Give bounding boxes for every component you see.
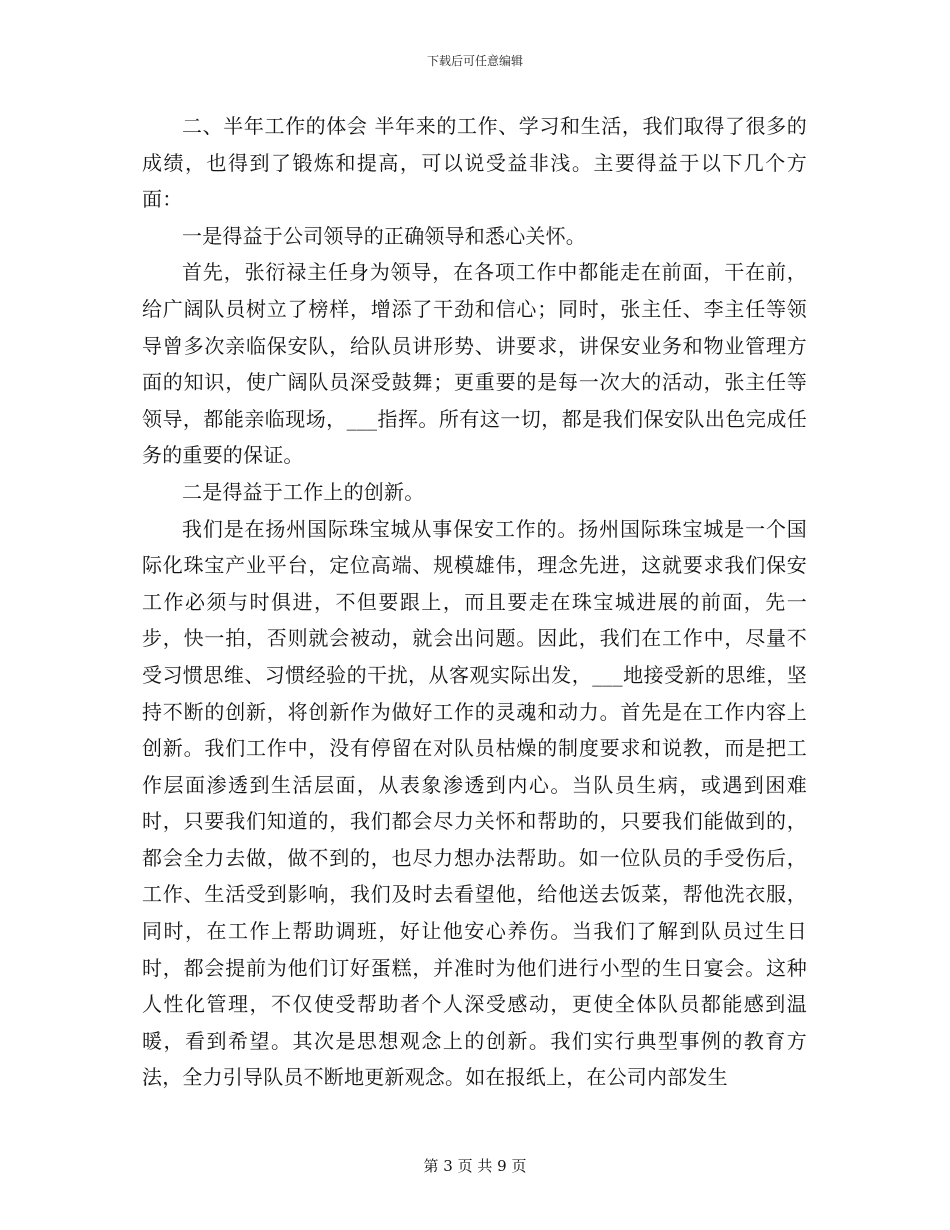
paragraph-4: 二是得益于工作上的创新。 <box>182 479 425 504</box>
paragraph-5: 我们是在扬州国际珠宝城从事保安工作的。扬州国际珠宝城是一个国际化珠宝产业平台，定位高端、规模雄伟，理念先进，这就要求我们保安工作必须与时俱进，不但要跟上，而且要走在珠宝城进展的前面，先一步，快一拍，否则就会被动，就会出问题。因此，我们在工作中，尽量不受习惯思维、习惯经验的干扰，从客观实际出发，___地接受新的思维，坚持不断的创新，将创新作为做好工作的灵魂和动力。首先是在工作内容上创新。我们工作中，没有停留在对队员枯燥的制度要求和说教，而是把工作层面渗透到生活层面，从表象渗透到内心。当队员生病，或遇到困难时，只要我们知道的，我们都会尽力关怀和帮助的，只要我们能做到的，都会全力去做，做不到的，也尽力想办法帮助。如一位队员的手受伤后，工作、生活受到影响，我们及时去看望他，给他送去饭菜，帮他洗衣服，同时，在工作上帮助调班，好让他安心养伤。当我们了解到队员过生日时，都会提前为他们订好蛋糕，并准时为他们进行小型的生日宴会。这种人性化管理，不仅使受帮助者个人深受感动，更使全体队员都能感到温暖，看到希望。其次是思想观念上的创新。我们实行典型事例的教育方法，全力引导队员不断地更新观念。如在报纸上，在公司内部发生 <box>142 516 807 1090</box>
page-header-note: 下载后可任意编辑 <box>426 54 523 68</box>
page-number: 第 3 页 共 9 页 <box>423 1157 527 1175</box>
paragraph-3: 首先，张衍禄主任身为领导，在各项工作中都能走在前面，干在前，给广阔队员树立了榜样，增添了干劲和信心；同时，张主任、李主任等领导曾多次亲临保安队，给队员讲形势、讲要求，讲保安业务和物业管理方面的知识，使广阔队员深受鼓舞；更重要的是每一次大的活动，张主任等领导，都能亲临现场，___指挥。所有这一切，都是我们保安队出色完成任务的重要的保证。 <box>142 260 807 468</box>
paragraph-1: 二、半年工作的体会 半年来的工作、学习和生活，我们取得了很多的成绩，也得到了锻炼和提高，可以说受益非浅。主要得益于以下几个方面： <box>142 114 807 212</box>
document-body <box>142 108 807 1096</box>
paragraph-2: 一是得益于公司领导的正确领导和悉心关怀。 <box>182 223 586 248</box>
